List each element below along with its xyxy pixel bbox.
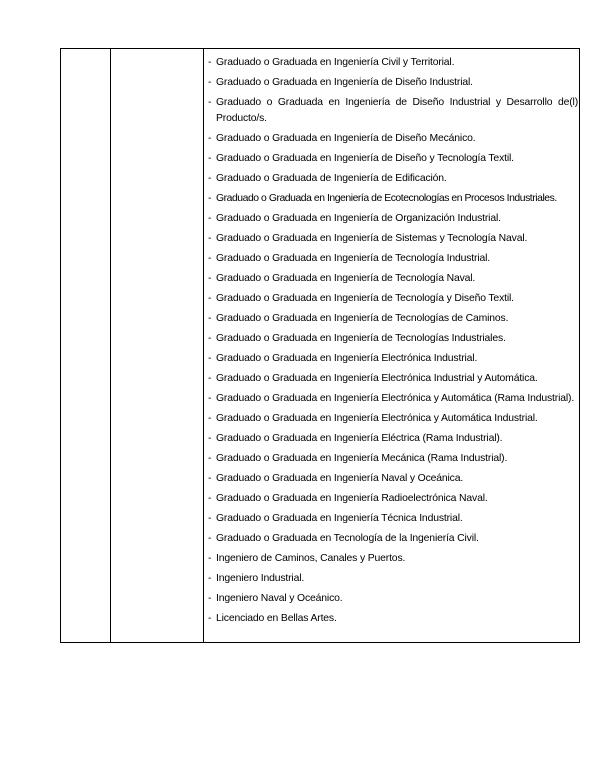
list-item	[208, 411, 578, 427]
list-item	[208, 75, 578, 91]
bullet-dash: -	[208, 413, 212, 424]
bullet-dash: -	[208, 393, 212, 404]
list-item	[208, 471, 578, 487]
bullet-dash: -	[208, 293, 212, 304]
bullet-dash: -	[208, 373, 212, 384]
entry-text: Graduado o Graduada en Ingeniería de Diseño Industrial.	[216, 77, 473, 88]
entry-text: Graduado o Graduada en Ingeniería de Tecnología Industrial.	[216, 253, 491, 264]
qualifications-table	[60, 48, 580, 643]
bullet-dash: -	[208, 613, 212, 624]
entry-text: Graduado o Graduada en Ingeniería de Ecotecnologías en Procesos Industriales.	[216, 193, 557, 204]
list-item	[208, 311, 578, 327]
list-item	[208, 331, 578, 347]
list-item	[208, 491, 578, 507]
list-item	[208, 271, 578, 287]
bullet-dash: -	[208, 133, 212, 144]
entry-text: Ingeniero Industrial.	[216, 573, 305, 584]
list-item	[208, 211, 578, 227]
entry-text: Graduado o Graduada en Ingeniería Electrónica y Automática (Rama Industrial).	[216, 393, 575, 404]
list-item	[208, 191, 578, 207]
bullet-dash: -	[208, 353, 212, 364]
entry-text: Graduado o Graduada en Ingeniería de Tecnología Naval.	[216, 273, 476, 284]
list-item	[208, 451, 578, 467]
entry-text: Graduado o Graduada de Ingeniería de Edificación.	[216, 173, 447, 184]
list-item	[208, 391, 578, 407]
bullet-dash: -	[208, 153, 212, 164]
entry-text: Graduado o Graduada en Ingeniería de Sistemas y Tecnología Naval.	[216, 233, 528, 244]
bullet-dash: -	[208, 253, 212, 264]
bullet-dash: -	[208, 473, 212, 484]
bullet-dash: -	[208, 173, 212, 184]
entry-text: Graduado o Graduada en Ingeniería Electrónica y Automática Industrial.	[216, 413, 538, 424]
entry-text: Graduado o Graduada en Ingeniería de Tecnologías de Caminos.	[216, 313, 509, 324]
entry-text: Graduado o Graduada en Ingeniería de Tecnologías Industriales.	[216, 333, 506, 344]
entry-text: Graduado o Graduada en Ingeniería de Diseño Industrial y Desarrollo de(l) Producto/s.	[216, 97, 578, 124]
bullet-dash: -	[208, 273, 212, 284]
bullet-dash: -	[208, 193, 212, 204]
list-item	[208, 171, 578, 187]
bullet-dash: -	[208, 313, 212, 324]
bullet-dash: -	[208, 233, 212, 244]
column-divider-1	[110, 49, 111, 642]
entry-text: Graduado o Graduada en Ingeniería Mecánica (Rama Industrial).	[216, 453, 508, 464]
entry-text: Graduado o Graduada en Ingeniería Electrónica Industrial.	[216, 353, 478, 364]
list-item	[208, 351, 578, 367]
bullet-dash: -	[208, 533, 212, 544]
bullet-dash: -	[208, 453, 212, 464]
entry-text: Graduado o Graduada en Ingeniería de Organización Industrial.	[216, 213, 501, 224]
entry-text: Graduado o Graduada en Tecnología de la Ingeniería Civil.	[216, 533, 479, 544]
bullet-dash: -	[208, 333, 212, 344]
entry-text: Graduado o Graduada en Ingeniería de Tecnología y Diseño Textil.	[216, 293, 514, 304]
list-item	[208, 591, 578, 607]
entry-text: Graduado o Graduada en Ingeniería Electrónica Industrial y Automática.	[216, 373, 538, 384]
entry-text: Graduado o Graduada en Ingeniería Técnica Industrial.	[216, 513, 463, 524]
bullet-dash: -	[208, 57, 212, 68]
list-item	[208, 95, 578, 127]
entry-text: Graduado o Graduada en Ingeniería Naval y Oceánica.	[216, 473, 464, 484]
list-item	[208, 371, 578, 387]
entry-text: Graduado o Graduada en Ingeniería de Diseño Mecánico.	[216, 133, 476, 144]
list-item	[208, 251, 578, 267]
bullet-dash: -	[208, 97, 212, 108]
list-item	[208, 551, 578, 567]
bullet-dash: -	[208, 573, 212, 584]
list-item	[208, 531, 578, 547]
entry-text: Graduado o Graduada en Ingeniería de Diseño y Tecnología Textil.	[216, 153, 514, 164]
bullet-dash: -	[208, 493, 212, 504]
entry-text: Graduado o Graduada en Ingeniería Civil y Territorial.	[216, 57, 455, 68]
degree-list	[208, 55, 578, 631]
list-item	[208, 131, 578, 147]
entry-text: Ingeniero de Caminos, Canales y Puertos.	[216, 553, 406, 564]
entry-text: Ingeniero Naval y Oceánico.	[216, 593, 343, 604]
list-item	[208, 151, 578, 167]
bullet-dash: -	[208, 213, 212, 224]
bullet-dash: -	[208, 553, 212, 564]
list-item	[208, 571, 578, 587]
list-item	[208, 511, 578, 527]
list-item	[208, 431, 578, 447]
bullet-dash: -	[208, 77, 212, 88]
list-item	[208, 55, 578, 71]
bullet-dash: -	[208, 593, 212, 604]
entry-text: Licenciado en Bellas Artes.	[216, 613, 337, 624]
entry-text: Graduado o Graduada en Ingeniería Radioelectrónica Naval.	[216, 493, 488, 504]
list-item	[208, 611, 578, 627]
bullet-dash: -	[208, 433, 212, 444]
entry-text: Graduado o Graduada en Ingeniería Eléctrica (Rama Industrial).	[216, 433, 503, 444]
bullet-dash: -	[208, 513, 212, 524]
list-item	[208, 231, 578, 247]
column-divider-2	[203, 49, 204, 642]
list-item	[208, 291, 578, 307]
